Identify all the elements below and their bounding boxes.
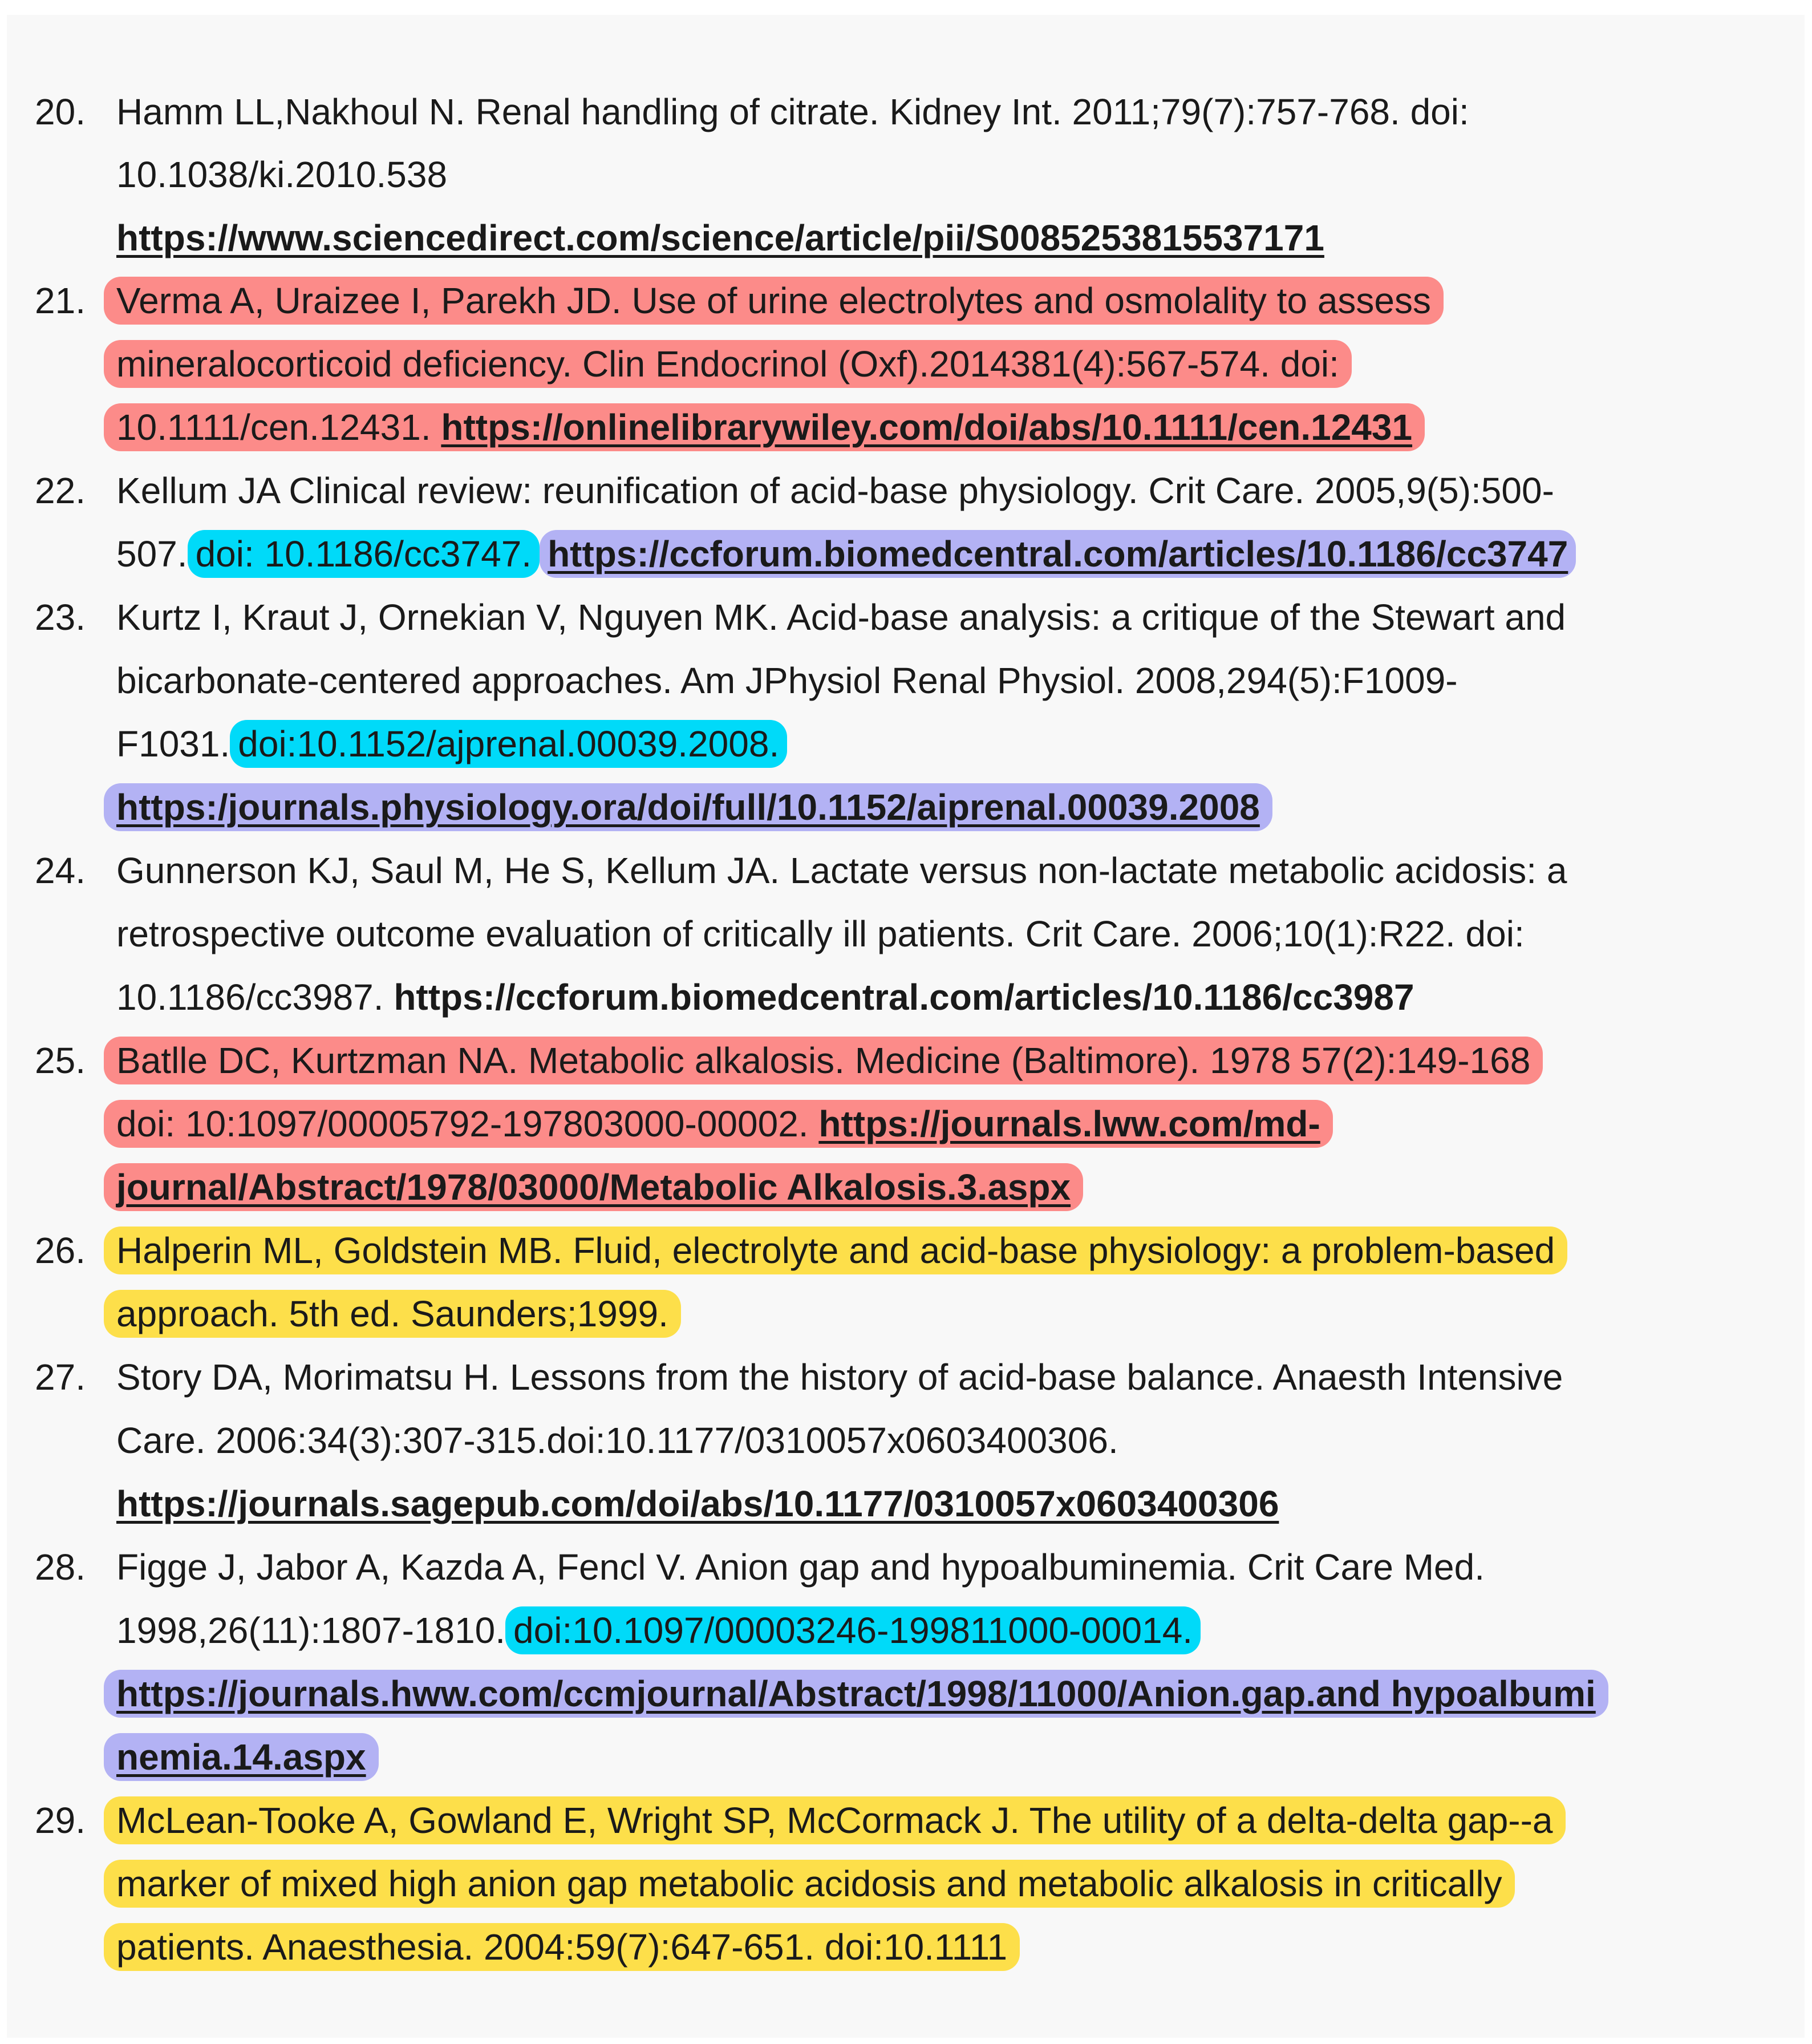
doi-text: 10.1186/cc3987. xyxy=(116,977,394,1018)
reference-text: Story DA, Morimatsu H. Lessons from the history of acid-base balance. Anaesth Intensive xyxy=(116,1357,1563,1398)
highlighted-reference-text: Batlle DC, Kurtzman NA. Metabolic alkalosis. Medicine (Baltimore). 1978 57(2):149-168 xyxy=(104,1037,1543,1084)
reference-number: 20. xyxy=(35,91,86,132)
reference-number: 26. xyxy=(35,1230,86,1271)
reference-25-line-2 xyxy=(7,1091,1805,1156)
doi-text: 10.1038/ki.2010.538 xyxy=(116,154,448,195)
highlighted-doi: doi:10.1152/ajprenal.00039.2008. xyxy=(230,720,787,768)
reference-24-line-2 xyxy=(7,901,1805,966)
reference-26-line-1 xyxy=(7,1218,1805,1283)
reference-28-line-1 xyxy=(7,1535,1805,1600)
highlighted-reference-text: Verma A, Uraizee I, Parekh JD. Use of urine electrolytes and osmolality to assess xyxy=(104,277,1444,325)
reference-text: Kurtz I, Kraut J, Ornekian V, Nguyen MK. Acid-base analysis: a critique of the Stewart and xyxy=(116,597,1566,638)
reference-22-line-2 xyxy=(7,521,1805,586)
reference-28-line-2 xyxy=(7,1598,1805,1663)
reference-24-line-3 xyxy=(7,965,1805,1030)
reference-text: retrospective outcome evaluation of critically ill patients. Crit Care. 2006;10(1):R22. doi: xyxy=(116,913,1525,954)
reference-25-line-1 xyxy=(7,1028,1805,1093)
reference-27-line-1 xyxy=(7,1345,1805,1410)
reference-number: 21. xyxy=(35,280,86,321)
reference-20-line-2 xyxy=(7,142,1805,207)
highlighted-reference-text: marker of mixed high anion gap metabolic acidosis and metabolic alkalosis in critically xyxy=(104,1860,1515,1908)
reference-22-line-1 xyxy=(7,458,1805,523)
reference-text: Gunnerson KJ, Saul M, He S, Kellum JA. Lactate versus non-lactate metabolic acidosis: a xyxy=(116,850,1567,891)
reference-number: 27. xyxy=(35,1357,86,1398)
reference-number: 24. xyxy=(35,850,86,891)
references-page xyxy=(7,15,1805,2038)
reference-29-line-1 xyxy=(7,1788,1805,1853)
reference-20-line-1 xyxy=(7,79,1805,144)
highlighted-reference-text xyxy=(104,403,1425,451)
reference-28-line-3 xyxy=(7,1661,1805,1726)
page-range-text: F1031. xyxy=(116,723,230,764)
reference-text: Figge J, Jabor A, Kazda A, Fencl V. Anion gap and hypoalbuminemia. Crit Care Med. xyxy=(116,1547,1485,1588)
highlighted-reference-text: Halperin ML, Goldstein MB. Fluid, electrolyte and acid-base physiology: a problem-based xyxy=(104,1227,1567,1274)
doi-text: 10.1111/cen.12431. xyxy=(116,407,441,448)
doi-text: doi: 10:1097/00005792-197803000-00002. xyxy=(116,1103,819,1144)
highlighted-reference-text: mineralocorticoid deficiency. Clin Endocrinol (Oxf).2014381(4):567-574. doi: xyxy=(104,340,1352,388)
reference-25-line-3 xyxy=(7,1155,1805,1220)
reference-20-line-3 xyxy=(7,205,1805,270)
reference-text: bicarbonate-centered approaches. Am JPhysiol Renal Physiol. 2008,294(5):F1009- xyxy=(116,660,1458,701)
highlighted-reference-link[interactable]: nemia.14.aspx xyxy=(104,1733,379,1781)
reference-27-line-2 xyxy=(7,1408,1805,1473)
highlighted-reference-text xyxy=(104,1100,1333,1148)
reference-number: 22. xyxy=(35,470,86,511)
highlighted-reference-link[interactable]: https://journals.hww.com/ccmjournal/Abstract/1998/11000/Anion.gap.and hypoalbumi xyxy=(104,1670,1608,1718)
reference-link[interactable]: https://www.sciencedirect.com/science/article/pii/S0085253815537171 xyxy=(116,217,1324,258)
reference-29-line-2 xyxy=(7,1851,1805,1916)
reference-23-line-4 xyxy=(7,775,1805,840)
reference-24-line-1 xyxy=(7,838,1805,903)
reference-text: Care. 2006:34(3):307-315.doi:10.1177/0310057x0603400306. xyxy=(116,1420,1118,1461)
reference-number: 25. xyxy=(35,1040,86,1081)
reference-23-line-2 xyxy=(7,648,1805,713)
reference-number: 29. xyxy=(35,1800,86,1841)
highlighted-reference-text: McLean-Tooke A, Gowland E, Wright SP, McCormack J. The utility of a delta-delta gap--a xyxy=(104,1796,1566,1844)
highlighted-reference-text: approach. 5th ed. Saunders;1999. xyxy=(104,1290,681,1338)
reference-21-line-1 xyxy=(7,268,1805,333)
reference-23-line-1 xyxy=(7,585,1805,650)
reference-29-line-3 xyxy=(7,1915,1805,1980)
reference-number: 23. xyxy=(35,597,86,638)
highlighted-reference-text: patients. Anaesthesia. 2004:59(7):647-651. doi:10.1111 xyxy=(104,1923,1020,1971)
reference-28-line-4 xyxy=(7,1725,1805,1790)
highlighted-reference-link[interactable]: https:/journals.physiology.ora/doi/full/10.1152/aiprenal.00039.2008 xyxy=(104,783,1272,831)
highlighted-reference-link[interactable]: journal/Abstract/1978/03000/Metabolic Alkalosis.3.aspx xyxy=(104,1163,1083,1211)
reference-23-line-3 xyxy=(7,711,1805,776)
page-range-text: 1998,26(11):1807-1810. xyxy=(116,1610,506,1651)
reference-27-line-3 xyxy=(7,1471,1805,1536)
reference-26-line-2 xyxy=(7,1281,1805,1346)
highlighted-doi: doi: 10.1186/cc3747. xyxy=(188,530,540,578)
reference-21-line-2 xyxy=(7,331,1805,396)
reference-link[interactable]: https://journals.sagepub.com/doi/abs/10.1177/0310057x0603400306 xyxy=(116,1483,1279,1524)
reference-number: 28. xyxy=(35,1547,86,1588)
reference-21-line-3 xyxy=(7,395,1805,460)
reference-link[interactable]: https://journals.lww.com/md- xyxy=(818,1103,1320,1144)
reference-text: Kellum JA Clinical review: reunification of acid-base physiology. Crit Care. 2005,9(5):500- xyxy=(116,470,1554,511)
highlighted-doi: doi:10.1097/00003246-199811000-00014. xyxy=(505,1606,1201,1654)
reference-link[interactable]: https://onlinelibrarywiley.com/doi/abs/10.1111/cen.12431 xyxy=(441,407,1413,448)
page-range-text: 507. xyxy=(116,533,188,574)
reference-link[interactable]: https://ccforum.biomedcentral.com/articles/10.1186/cc3987 xyxy=(394,977,1414,1018)
highlighted-reference-link[interactable]: https://ccforum.biomedcentral.com/articles/10.1186/cc3747 xyxy=(540,530,1576,578)
reference-text: Hamm LL,Nakhoul N. Renal handling of citrate. Kidney Int. 2011;79(7):757-768. doi: xyxy=(116,91,1469,132)
